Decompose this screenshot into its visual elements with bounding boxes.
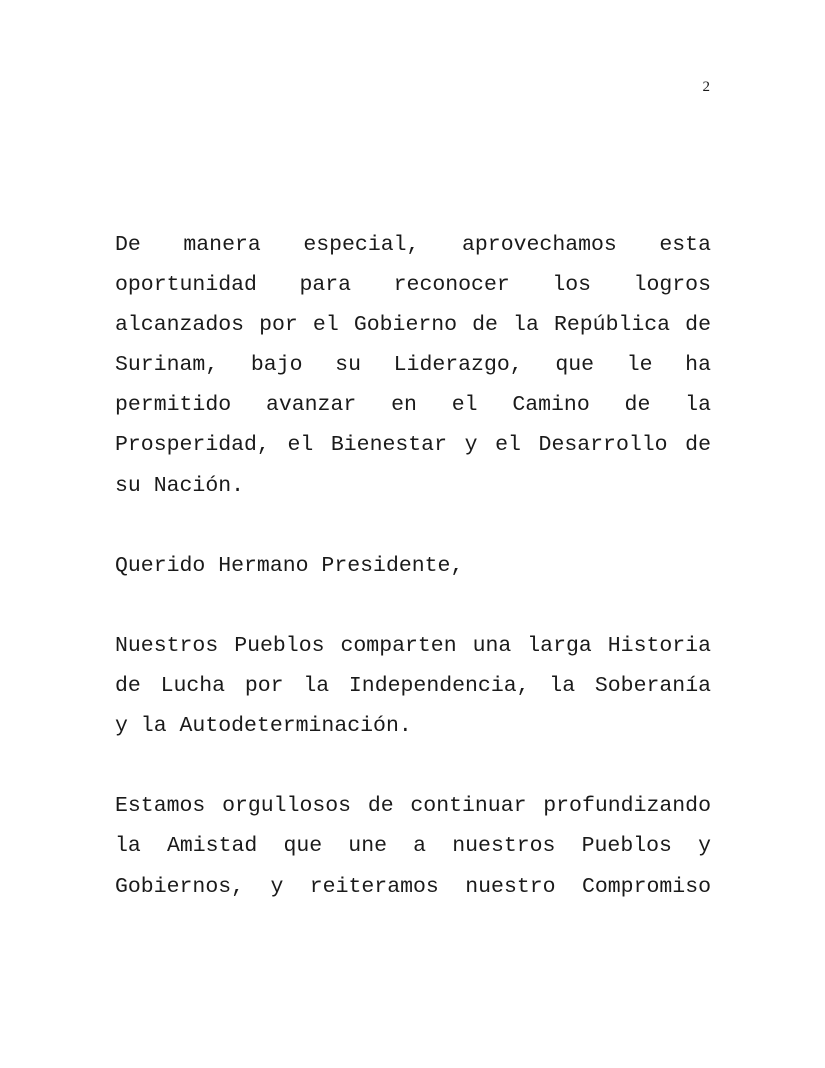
letter-body <box>115 225 711 947</box>
paragraph-friendship <box>115 786 711 906</box>
text-line: de Lucha por la Independencia, la Soberanía <box>115 674 711 699</box>
text-line: Gobiernos, y reiteramos nuestro Compromiso <box>115 874 711 899</box>
paragraph-acknowledgement <box>115 225 711 506</box>
text-line: y la Autodeterminación. <box>115 714 412 739</box>
text-line: permitido avanzar en el Camino de la <box>115 393 711 418</box>
paragraph-shared-history <box>115 626 711 746</box>
text-line: la Amistad que une a nuestros Pueblos y <box>115 834 711 859</box>
text-line: De manera especial, aprovechamos esta <box>115 233 711 257</box>
text-line: Querido Hermano Presidente, <box>115 553 464 578</box>
text-line: Estamos orgullosos de continuar profundizando <box>115 794 711 819</box>
text-line: alcanzados por el Gobierno de la República de <box>115 313 711 338</box>
text-line: Prosperidad, el Bienestar y el Desarrollo de <box>115 433 711 458</box>
text-line: Surinam, bajo su Liderazgo, que le ha <box>115 353 711 378</box>
text-line: su Nación. <box>115 473 245 498</box>
text-line: Nuestros Pueblos comparten una larga Historia <box>115 633 711 658</box>
paragraph-salutation <box>115 546 711 586</box>
page-number: 2 <box>702 79 710 95</box>
text-line: oportunidad para reconocer los logros <box>115 273 711 298</box>
